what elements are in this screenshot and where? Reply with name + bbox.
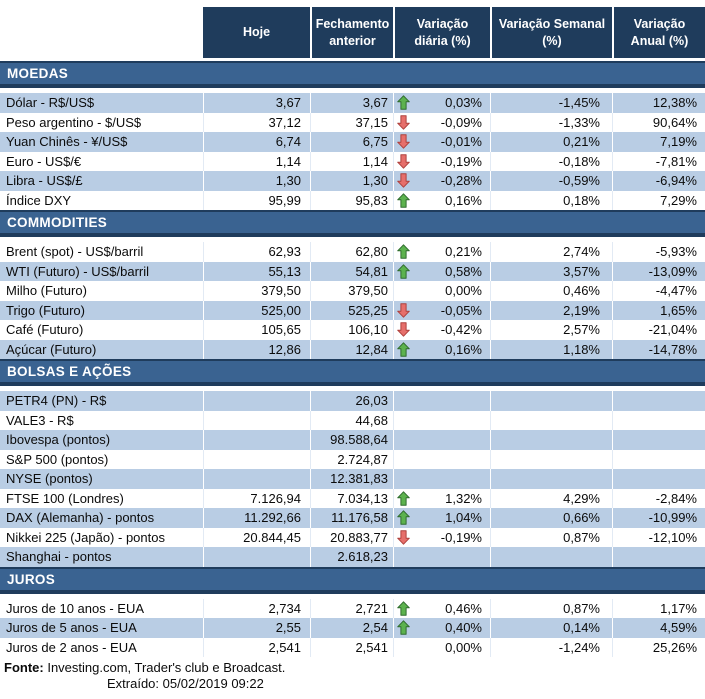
cell-variacao-semanal (490, 450, 612, 470)
column-header-fechamento-anterior: Fechamento anterior (310, 7, 393, 58)
cell-variacao-semanal: -1,45% (490, 93, 612, 113)
table-row (0, 469, 705, 489)
cell-name: Juros de 10 anos - EUA (6, 600, 145, 616)
cell-name: Shanghai - pontos (6, 549, 112, 564)
cell-variacao-anual: 7,29% (612, 191, 705, 211)
table-row (0, 93, 705, 113)
cell-fechamento-anterior: 2.724,87 (310, 450, 393, 470)
footer (0, 660, 705, 692)
table-row (0, 547, 705, 567)
table-row (0, 430, 705, 450)
cell-variacao-diaria (393, 489, 490, 509)
cell-variacao-diaria (393, 638, 490, 658)
variacao-diaria-value: -0,19% (440, 153, 482, 169)
cell-variacao-semanal: 0,87% (490, 599, 612, 619)
cell-variacao-anual: -5,93% (612, 242, 705, 262)
table-row (0, 281, 705, 301)
cell-variacao-diaria (393, 430, 490, 450)
arrow-up-icon (397, 193, 410, 208)
cell-variacao-anual (612, 450, 705, 470)
cell-name: NYSE (pontos) (6, 471, 93, 486)
cell-name: Açúcar (Futuro) (6, 341, 97, 357)
table-row (0, 262, 705, 282)
cell-variacao-diaria (393, 191, 490, 211)
cell-fechamento-anterior: 95,83 (310, 191, 393, 211)
cell-variacao-semanal: 0,21% (490, 132, 612, 152)
table-row (0, 391, 705, 411)
cell-variacao-diaria (393, 411, 490, 431)
variacao-diaria-value: 0,58% (445, 263, 482, 279)
variacao-diaria-value: 0,16% (445, 192, 482, 208)
cell-fechamento-anterior: 37,15 (310, 113, 393, 133)
cell-fechamento-anterior: 11.176,58 (310, 508, 393, 528)
cell-fechamento-anterior: 1,14 (310, 152, 393, 172)
cell-name: Libra - US$/£ (6, 173, 83, 188)
cell-name: Yuan Chinês - ¥/US$ (6, 134, 128, 149)
section-header-commodities: COMMODITIES (0, 210, 705, 237)
arrow-down-icon (397, 303, 410, 318)
cell-variacao-semanal: 4,29% (490, 489, 612, 509)
cell-variacao-semanal: -0,59% (490, 171, 612, 191)
cell-fechamento-anterior: 2,721 (310, 599, 393, 619)
table-row (0, 508, 705, 528)
arrow-up-icon (397, 620, 410, 635)
cell-name: FTSE 100 (Londres) (6, 490, 124, 506)
cell-hoje: 1,14 (203, 152, 310, 172)
cell-name: Trigo (Futuro) (6, 302, 85, 318)
table-row (0, 340, 705, 360)
cell-variacao-anual: -7,81% (612, 152, 705, 172)
table-row (0, 242, 705, 262)
cell-hoje: 62,93 (203, 242, 310, 262)
cell-hoje (203, 547, 310, 567)
cell-variacao-semanal: 0,14% (490, 618, 612, 638)
cell-hoje: 95,99 (203, 191, 310, 211)
cell-hoje (203, 430, 310, 450)
cell-variacao-diaria (393, 242, 490, 262)
column-header-hoje: Hoje (203, 7, 310, 58)
cell-variacao-anual: 1,65% (612, 301, 705, 321)
variacao-diaria-value: 0,16% (445, 341, 482, 357)
table-row (0, 301, 705, 321)
variacao-diaria-value: 0,21% (445, 244, 482, 259)
cell-name: VALE3 - R$ (6, 412, 74, 428)
cell-variacao-semanal: -0,18% (490, 152, 612, 172)
cell-variacao-semanal: 0,18% (490, 191, 612, 211)
header-spacer (0, 7, 203, 58)
cell-hoje: 2,734 (203, 599, 310, 619)
extracted-line (0, 676, 705, 692)
cell-fechamento-anterior: 2.618,23 (310, 547, 393, 567)
arrow-up-icon (397, 264, 410, 279)
column-header-variacao-diaria: Variação diária (%) (393, 7, 490, 58)
variacao-diaria-value: 0,00% (445, 283, 482, 298)
cell-fechamento-anterior: 12.381,83 (310, 469, 393, 489)
arrow-up-icon (397, 244, 410, 259)
cell-variacao-diaria (393, 599, 490, 619)
table-row (0, 191, 705, 211)
cell-variacao-semanal: 1,18% (490, 340, 612, 360)
cell-variacao-diaria (393, 320, 490, 340)
cell-variacao-semanal: 2,57% (490, 320, 612, 340)
variacao-diaria-value: 0,00% (445, 639, 482, 655)
cell-name: Juros de 5 anos - EUA (6, 620, 137, 635)
extracted-label: Extraído: (107, 676, 160, 691)
table-row (0, 411, 705, 431)
cell-hoje: 11.292,66 (203, 508, 310, 528)
column-header-variacao-semanal: Variação Semanal (%) (490, 7, 612, 58)
cell-hoje: 525,00 (203, 301, 310, 321)
cell-variacao-semanal: 0,66% (490, 508, 612, 528)
variacao-diaria-value: 0,03% (445, 95, 482, 110)
cell-variacao-diaria (393, 132, 490, 152)
cell-variacao-anual: -4,47% (612, 281, 705, 301)
source-line (0, 660, 705, 676)
cell-variacao-semanal (490, 391, 612, 411)
variacao-diaria-value: -0,01% (440, 134, 482, 149)
cell-hoje: 20.844,45 (203, 528, 310, 548)
cell-variacao-semanal (490, 430, 612, 450)
cell-variacao-anual: -6,94% (612, 171, 705, 191)
cell-variacao-semanal: -1,24% (490, 638, 612, 658)
table-row (0, 638, 705, 658)
variacao-diaria-value: -0,42% (440, 322, 482, 337)
cell-hoje: 2,55 (203, 618, 310, 638)
arrow-down-icon (397, 173, 410, 188)
cell-fechamento-anterior: 12,84 (310, 340, 393, 360)
cell-variacao-semanal (490, 411, 612, 431)
cell-fechamento-anterior: 62,80 (310, 242, 393, 262)
cell-hoje: 55,13 (203, 262, 310, 282)
cell-hoje (203, 391, 310, 411)
section-header-juros: JUROS (0, 567, 705, 594)
variacao-diaria-value: -0,28% (440, 173, 482, 188)
cell-fechamento-anterior: 26,03 (310, 391, 393, 411)
table-row (0, 320, 705, 340)
cell-fechamento-anterior: 3,67 (310, 93, 393, 113)
cell-hoje: 12,86 (203, 340, 310, 360)
source-label: Fonte: (4, 660, 44, 675)
cell-variacao-semanal: 2,74% (490, 242, 612, 262)
table-row (0, 132, 705, 152)
cell-fechamento-anterior: 106,10 (310, 320, 393, 340)
cell-variacao-anual: -2,84% (612, 489, 705, 509)
cell-fechamento-anterior: 1,30 (310, 171, 393, 191)
cell-variacao-diaria (393, 113, 490, 133)
cell-variacao-anual: 25,26% (612, 638, 705, 658)
cell-variacao-anual: 7,19% (612, 132, 705, 152)
cell-variacao-diaria (393, 469, 490, 489)
cell-fechamento-anterior: 7.034,13 (310, 489, 393, 509)
cell-variacao-diaria (393, 152, 490, 172)
source-text: Investing.com, Trader's club e Broadcast. (43, 660, 286, 675)
arrow-down-icon (397, 322, 410, 337)
arrow-down-icon (397, 134, 410, 149)
cell-variacao-anual (612, 391, 705, 411)
table-row (0, 599, 705, 619)
cell-variacao-semanal: 3,57% (490, 262, 612, 282)
arrow-down-icon (397, 154, 410, 169)
cell-variacao-anual: 1,17% (612, 599, 705, 619)
cell-fechamento-anterior: 44,68 (310, 411, 393, 431)
variacao-diaria-value: 1,32% (445, 490, 482, 506)
cell-fechamento-anterior: 98.588,64 (310, 430, 393, 450)
cell-variacao-diaria (393, 301, 490, 321)
cell-hoje: 1,30 (203, 171, 310, 191)
cell-variacao-anual (612, 547, 705, 567)
cell-fechamento-anterior: 54,81 (310, 262, 393, 282)
variacao-diaria-value: -0,09% (440, 114, 482, 130)
cell-variacao-anual: 90,64% (612, 113, 705, 133)
cell-variacao-anual: -13,09% (612, 262, 705, 282)
section-header-moedas: MOEDAS (0, 61, 705, 88)
cell-variacao-anual (612, 430, 705, 450)
cell-variacao-anual (612, 469, 705, 489)
table-row (0, 152, 705, 172)
cell-hoje (203, 411, 310, 431)
cell-variacao-anual: -14,78% (612, 340, 705, 360)
table-row (0, 618, 705, 638)
cell-name: DAX (Alemanha) - pontos (6, 510, 155, 525)
cell-variacao-anual: 4,59% (612, 618, 705, 638)
arrow-up-icon (397, 95, 410, 110)
cell-hoje (203, 469, 310, 489)
cell-fechamento-anterior: 2,54 (310, 618, 393, 638)
arrow-down-icon (397, 530, 410, 545)
arrow-up-icon (397, 510, 410, 525)
cell-hoje: 3,67 (203, 93, 310, 113)
cell-variacao-semanal: 0,87% (490, 528, 612, 548)
cell-variacao-semanal (490, 547, 612, 567)
cell-fechamento-anterior: 6,75 (310, 132, 393, 152)
cell-name: PETR4 (PN) - R$ (6, 393, 107, 408)
arrow-up-icon (397, 342, 410, 357)
cell-variacao-anual: -21,04% (612, 320, 705, 340)
variacao-diaria-value: 0,40% (445, 620, 482, 635)
cell-name: Milho (Futuro) (6, 283, 87, 298)
cell-name: Euro - US$/€ (6, 153, 82, 169)
variacao-diaria-value: -0,05% (440, 302, 482, 318)
cell-variacao-semanal: 0,46% (490, 281, 612, 301)
cell-name: Nikkei 225 (Japão) - pontos (6, 529, 165, 545)
cell-fechamento-anterior: 525,25 (310, 301, 393, 321)
cell-variacao-semanal (490, 469, 612, 489)
cell-variacao-semanal: 2,19% (490, 301, 612, 321)
cell-name: WTI (Futuro) - US$/barril (6, 263, 150, 279)
cell-variacao-anual (612, 411, 705, 431)
variacao-diaria-value: -0,19% (440, 529, 482, 545)
table-row (0, 528, 705, 548)
cell-variacao-diaria (393, 171, 490, 191)
cell-hoje (203, 450, 310, 470)
cell-name: Índice DXY (6, 192, 72, 208)
cell-variacao-diaria (393, 508, 490, 528)
cell-hoje: 37,12 (203, 113, 310, 133)
cell-variacao-diaria (393, 547, 490, 567)
cell-name: Juros de 2 anos - EUA (6, 639, 137, 655)
table-body (0, 61, 705, 657)
cell-hoje: 7.126,94 (203, 489, 310, 509)
cell-name: Café (Futuro) (6, 322, 84, 337)
cell-variacao-diaria (393, 281, 490, 301)
cell-variacao-diaria (393, 450, 490, 470)
cell-fechamento-anterior: 2,541 (310, 638, 393, 658)
cell-variacao-diaria (393, 618, 490, 638)
cell-name: Dólar - R$/US$ (6, 95, 95, 110)
cell-hoje: 379,50 (203, 281, 310, 301)
cell-variacao-diaria (393, 340, 490, 360)
arrow-up-icon (397, 601, 410, 616)
cell-variacao-anual: 12,38% (612, 93, 705, 113)
arrow-down-icon (397, 115, 410, 130)
cell-name: Brent (spot) - US$/barril (6, 244, 144, 259)
table-row (0, 171, 705, 191)
table-row (0, 450, 705, 470)
cell-variacao-diaria (393, 262, 490, 282)
variacao-diaria-value: 0,46% (445, 600, 482, 616)
cell-hoje: 105,65 (203, 320, 310, 340)
cell-name: Peso argentino - $/US$ (6, 114, 142, 130)
cell-name: Ibovespa (pontos) (6, 432, 111, 447)
cell-variacao-diaria (393, 528, 490, 548)
cell-fechamento-anterior: 379,50 (310, 281, 393, 301)
table-row (0, 489, 705, 509)
cell-hoje: 2,541 (203, 638, 310, 658)
cell-fechamento-anterior: 20.883,77 (310, 528, 393, 548)
cell-variacao-diaria (393, 93, 490, 113)
table-row (0, 113, 705, 133)
arrow-up-icon (397, 491, 410, 506)
table-header-row (0, 7, 705, 58)
cell-hoje: 6,74 (203, 132, 310, 152)
variacao-diaria-value: 1,04% (445, 510, 482, 525)
column-header-variacao-anual: Variação Anual (%) (612, 7, 705, 58)
cell-variacao-diaria (393, 391, 490, 411)
section-header-bolsas-e-a-es: BOLSAS E AÇÕES (0, 359, 705, 386)
cell-variacao-semanal: -1,33% (490, 113, 612, 133)
cell-variacao-anual: -10,99% (612, 508, 705, 528)
cell-variacao-anual: -12,10% (612, 528, 705, 548)
cell-name: S&P 500 (pontos) (6, 451, 109, 467)
extracted-value: 05/02/2019 09:22 (159, 676, 264, 691)
